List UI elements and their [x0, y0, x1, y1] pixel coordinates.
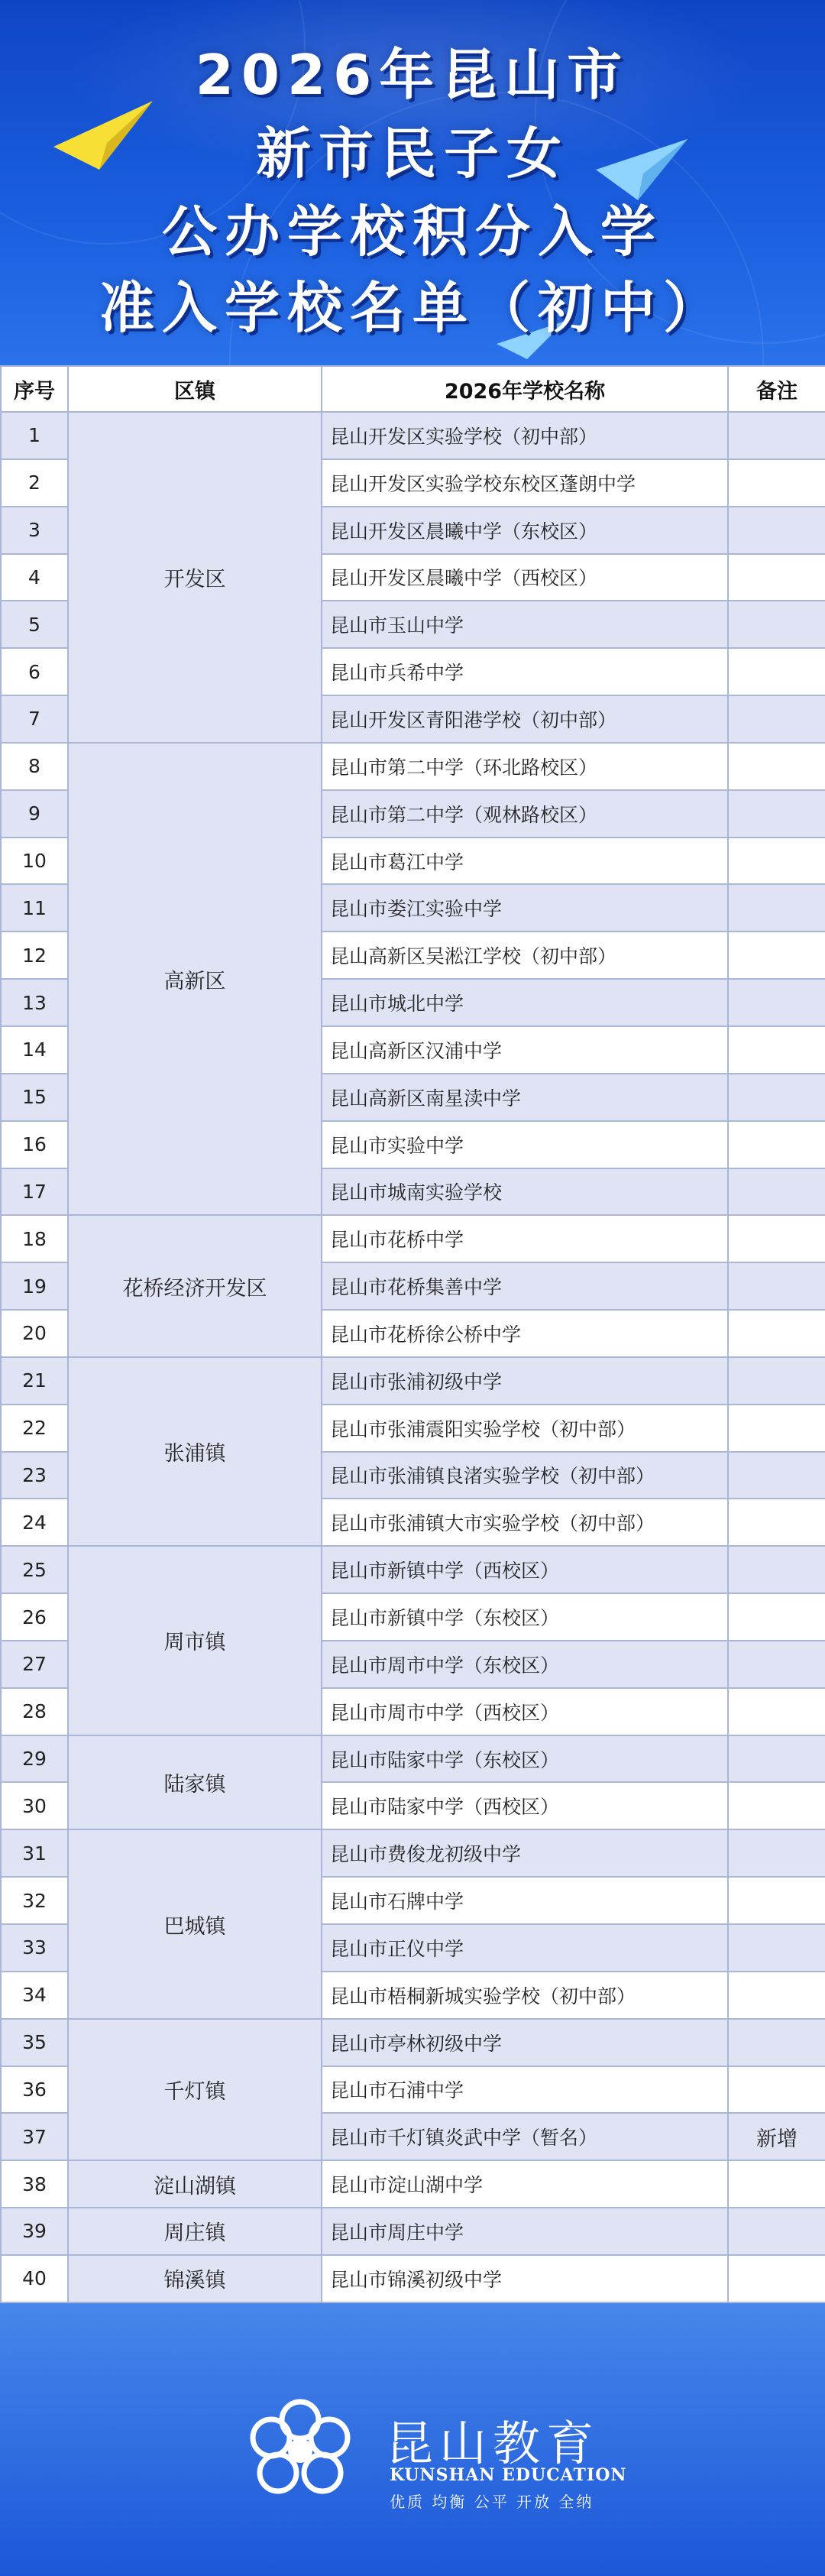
- note-cell: [728, 1262, 825, 1310]
- school-name: 昆山市新镇中学（西校区）: [322, 1546, 728, 1593]
- logo-name: 昆山教育: [386, 2416, 600, 2471]
- school-name: 昆山市城南实验学校: [322, 1168, 728, 1216]
- note-cell: [728, 1121, 825, 1168]
- row-number: 5: [1, 601, 68, 648]
- row-number: 9: [1, 790, 68, 838]
- row-number: 3: [1, 507, 68, 554]
- school-name: 昆山市锦溪初级中学: [322, 2255, 728, 2302]
- title-line-3: 公办学校积分入学: [161, 199, 663, 264]
- header-school: 2026年学校名称: [322, 366, 728, 412]
- note-cell: [728, 884, 825, 932]
- table-row: [1, 1735, 825, 1783]
- row-number: 35: [1, 2019, 68, 2066]
- school-name: 昆山市千灯镇炎武中学（暂名）: [322, 2113, 728, 2160]
- row-number: 16: [1, 1121, 68, 1168]
- note-cell: [728, 1405, 825, 1452]
- row-number: 28: [1, 1688, 68, 1735]
- table-row: [1, 1829, 825, 1877]
- row-number: 27: [1, 1641, 68, 1688]
- logo-english-name: KUNSHAN EDUCATION: [390, 2465, 627, 2485]
- note-cell: [728, 1877, 825, 1924]
- table-row: [1, 1357, 825, 1405]
- row-number: 31: [1, 1829, 68, 1877]
- row-number: 7: [1, 695, 68, 743]
- row-number: 20: [1, 1310, 68, 1357]
- row-number: 36: [1, 2066, 68, 2114]
- row-number: 11: [1, 884, 68, 932]
- note-cell: [728, 601, 825, 648]
- note-cell: [728, 648, 825, 695]
- table-row: [1, 1546, 825, 1593]
- note-cell: [728, 507, 825, 554]
- school-name: 昆山市玉山中学: [322, 601, 728, 648]
- row-number: 1: [1, 412, 68, 459]
- row-number: 17: [1, 1168, 68, 1216]
- district-cell: 花桥经济开发区: [68, 1215, 322, 1357]
- note-cell: [728, 1499, 825, 1546]
- row-number: 32: [1, 1877, 68, 1924]
- row-number: 13: [1, 979, 68, 1026]
- row-number: 24: [1, 1499, 68, 1546]
- note-cell: [728, 554, 825, 601]
- school-name: 昆山市周市中学（西校区）: [322, 1688, 728, 1735]
- school-name: 昆山市张浦初级中学: [322, 1357, 728, 1405]
- school-name: 昆山高新区南星渎中学: [322, 1074, 728, 1121]
- note-cell: [728, 1357, 825, 1405]
- note-cell: [728, 1972, 825, 2019]
- school-name: 昆山市张浦震阳实验学校（初中部）: [322, 1405, 728, 1452]
- school-name: 昆山市新镇中学（东校区）: [322, 1593, 728, 1641]
- school-name: 昆山市兵希中学: [322, 648, 728, 695]
- table-row: [1, 412, 825, 459]
- table-row: [1, 2208, 825, 2255]
- district-cell: 高新区: [68, 743, 322, 1215]
- note-cell: [728, 932, 825, 979]
- row-number: 26: [1, 1593, 68, 1641]
- note-cell: [728, 838, 825, 885]
- school-name: 昆山市周市中学（东校区）: [322, 1641, 728, 1688]
- school-name: 昆山市花桥集善中学: [322, 1262, 728, 1310]
- note-cell: [728, 1074, 825, 1121]
- district-cell: 开发区: [68, 412, 322, 743]
- school-name: 昆山市亭林初级中学: [322, 2019, 728, 2066]
- row-number: 12: [1, 932, 68, 979]
- district-cell: 锦溪镇: [68, 2255, 322, 2302]
- note-cell: [728, 1924, 825, 1972]
- school-name: 昆山市淀山湖中学: [322, 2160, 728, 2208]
- header-banner: [0, 0, 825, 365]
- school-name: 昆山开发区晨曦中学（西校区）: [322, 554, 728, 601]
- row-number: 10: [1, 838, 68, 885]
- title-line-2: 新市民子女: [255, 122, 569, 186]
- title-line-4: 准入学校名单（初中）: [99, 276, 726, 340]
- school-name: 昆山市梧桐新城实验学校（初中部）: [322, 1972, 728, 2019]
- row-number: 37: [1, 2113, 68, 2160]
- school-name: 昆山市张浦镇良渚实验学校（初中部）: [322, 1452, 728, 1499]
- note-cell: [728, 743, 825, 790]
- logo-slogan: 优质 均衡 公平 开放 全纳: [390, 2493, 594, 2511]
- school-name: 昆山市费俊龙初级中学: [322, 1829, 728, 1877]
- row-number: 25: [1, 1546, 68, 1593]
- header-no: 序号: [1, 366, 68, 412]
- note-cell: [728, 1829, 825, 1877]
- district-cell: 张浦镇: [68, 1357, 322, 1546]
- row-number: 23: [1, 1452, 68, 1499]
- school-name: 昆山市陆家中学（西校区）: [322, 1782, 728, 1829]
- school-name: 昆山高新区汉浦中学: [322, 1026, 728, 1074]
- note-cell: [728, 2160, 825, 2208]
- note-cell: [728, 1593, 825, 1641]
- header-district: 区镇: [68, 366, 322, 412]
- school-name: 昆山市陆家中学（东校区）: [322, 1735, 728, 1783]
- note-cell: 新增: [728, 2113, 825, 2160]
- district-cell: 千灯镇: [68, 2019, 322, 2161]
- school-name: 昆山市正仪中学: [322, 1924, 728, 1972]
- row-number: 40: [1, 2255, 68, 2302]
- kunshan-education-logo-icon: [243, 2393, 358, 2508]
- table-row: [1, 1215, 825, 1262]
- school-list-table: [0, 365, 825, 2300]
- note-cell: [728, 2208, 825, 2255]
- school-name: 昆山市花桥徐公桥中学: [322, 1310, 728, 1357]
- district-cell: 陆家镇: [68, 1735, 322, 1830]
- row-number: 34: [1, 1972, 68, 2019]
- row-number: 33: [1, 1924, 68, 1972]
- note-cell: [728, 459, 825, 507]
- school-name: 昆山开发区青阳港学校（初中部）: [322, 695, 728, 743]
- note-cell: [728, 2255, 825, 2302]
- row-number: 15: [1, 1074, 68, 1121]
- school-name: 昆山市花桥中学: [322, 1215, 728, 1262]
- note-cell: [728, 2066, 825, 2114]
- school-name: 昆山市第二中学（环北路校区）: [322, 743, 728, 790]
- note-cell: [728, 1688, 825, 1735]
- note-cell: [728, 1452, 825, 1499]
- school-name: 昆山市实验中学: [322, 1121, 728, 1168]
- note-cell: [728, 1310, 825, 1357]
- table-header-row: [1, 366, 825, 412]
- school-name: 昆山市石浦中学: [322, 2066, 728, 2114]
- row-number: 22: [1, 1405, 68, 1452]
- district-cell: 淀山湖镇: [68, 2160, 322, 2208]
- school-name: 昆山市张浦镇大市实验学校（初中部）: [322, 1499, 728, 1546]
- row-number: 2: [1, 459, 68, 507]
- note-cell: [728, 979, 825, 1026]
- row-number: 29: [1, 1735, 68, 1783]
- row-number: 38: [1, 2160, 68, 2208]
- note-cell: [728, 412, 825, 459]
- school-name: 昆山市城北中学: [322, 979, 728, 1026]
- table-row: [1, 2160, 825, 2208]
- note-cell: [728, 1168, 825, 1216]
- district-cell: 周庄镇: [68, 2208, 322, 2255]
- row-number: 21: [1, 1357, 68, 1405]
- district-cell: 巴城镇: [68, 1829, 322, 2018]
- row-number: 4: [1, 554, 68, 601]
- school-name: 昆山高新区吴淞江学校（初中部）: [322, 932, 728, 979]
- school-name: 昆山市周庄中学: [322, 2208, 728, 2255]
- school-name: 昆山市石牌中学: [322, 1877, 728, 1924]
- title-line-1: 2026年昆山市: [195, 43, 630, 107]
- row-number: 8: [1, 743, 68, 790]
- district-cell: 周市镇: [68, 1546, 322, 1735]
- header-note: 备注: [728, 366, 825, 412]
- school-name: 昆山开发区晨曦中学（东校区）: [322, 507, 728, 554]
- note-cell: [728, 2019, 825, 2066]
- school-name: 昆山市葛江中学: [322, 838, 728, 885]
- row-number: 39: [1, 2208, 68, 2255]
- school-name: 昆山开发区实验学校东校区蓬朗中学: [322, 459, 728, 507]
- school-name: 昆山市娄江实验中学: [322, 884, 728, 932]
- note-cell: [728, 1215, 825, 1262]
- row-number: 18: [1, 1215, 68, 1262]
- note-cell: [728, 1641, 825, 1688]
- table-row: [1, 2255, 825, 2302]
- table-row: [1, 743, 825, 790]
- school-name: 昆山开发区实验学校（初中部）: [322, 412, 728, 459]
- row-number: 30: [1, 1782, 68, 1829]
- note-cell: [728, 1026, 825, 1074]
- row-number: 19: [1, 1262, 68, 1310]
- note-cell: [728, 1735, 825, 1783]
- note-cell: [728, 790, 825, 838]
- note-cell: [728, 1546, 825, 1593]
- table-row: [1, 2019, 825, 2066]
- row-number: 14: [1, 1026, 68, 1074]
- note-cell: [728, 1782, 825, 1829]
- note-cell: [728, 695, 825, 743]
- row-number: 6: [1, 648, 68, 695]
- school-name: 昆山市第二中学（观林路校区）: [322, 790, 728, 838]
